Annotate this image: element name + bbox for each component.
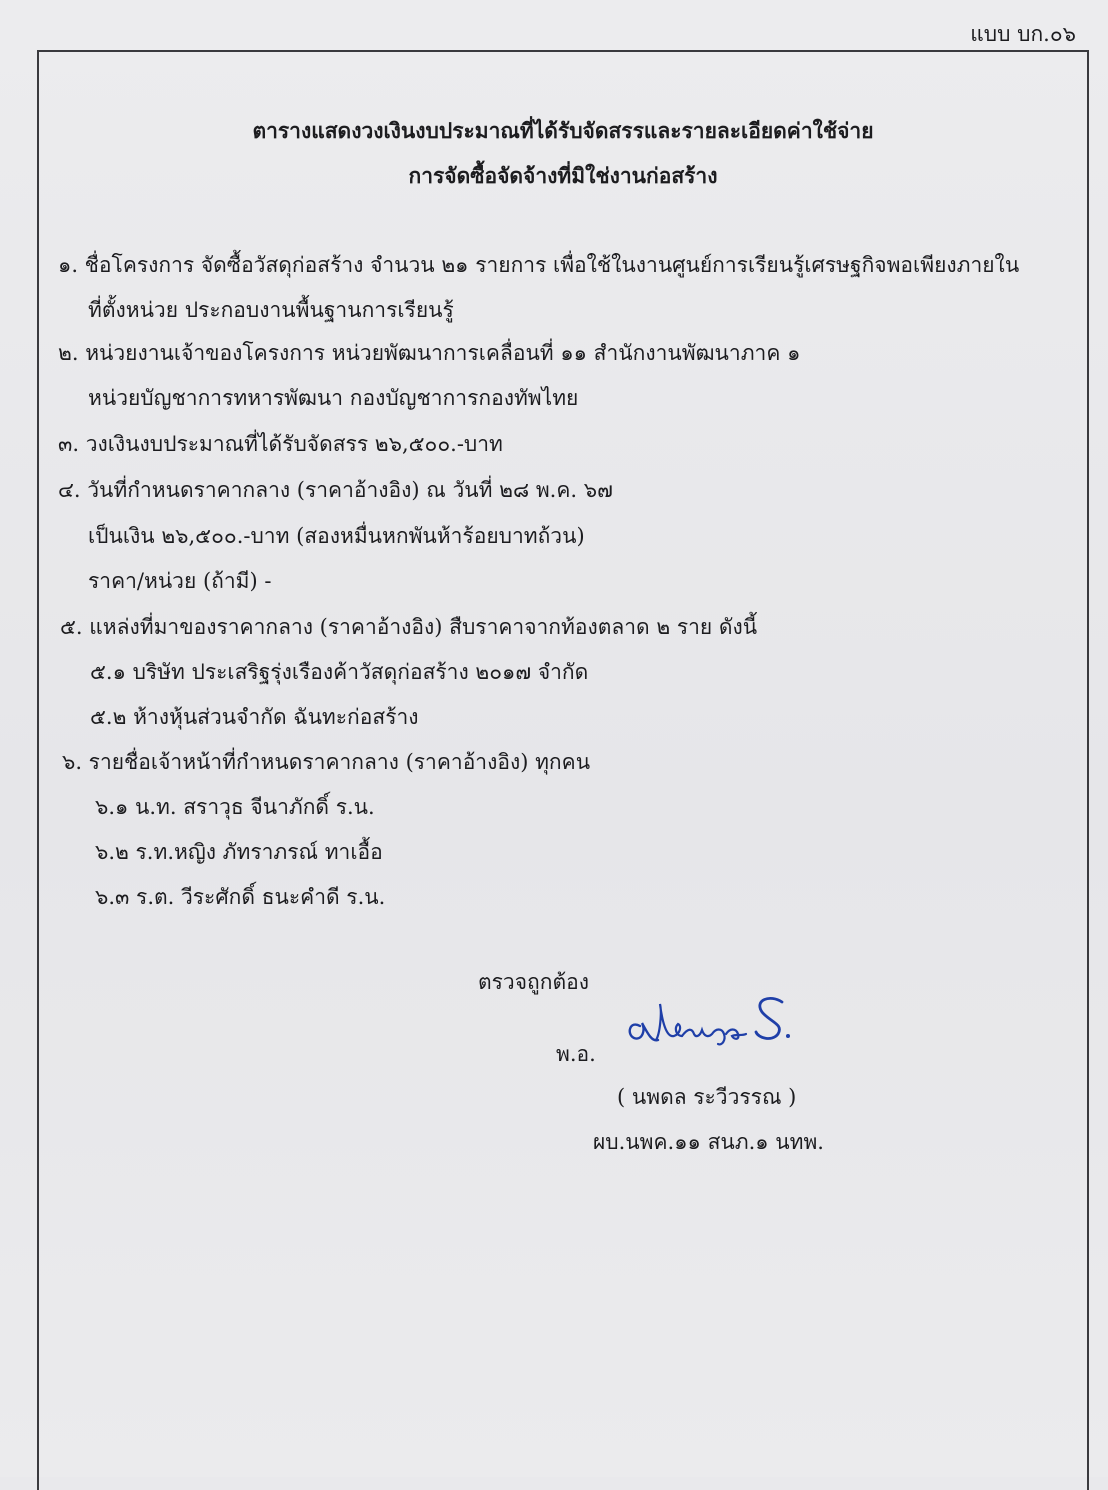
item-5: ๕. แหล่งที่มาของราคากลาง (ราคาอ้างอิง) สืบราคาจากท้องตลาด ๒ ราย ดังนี้ <box>60 615 758 639</box>
item-6: ๖. รายชื่อเจ้าหน้าที่กำหนดราคากลาง (ราคาอ้างอิง) ทุกคน <box>62 750 591 774</box>
item-6-1: ๖.๑ น.ท. สราวุธ จีนาภักดิ์ ร.น. <box>95 795 375 819</box>
verified-label: ตรวจถูกต้อง <box>478 970 589 994</box>
item-5-2: ๕.๒ ห้างหุ้นส่วนจำกัด ฉันทะก่อสร้าง <box>90 705 419 729</box>
form-code: แบบ บก.๐๖ <box>970 22 1076 46</box>
item-4-line-1: ๔. วันที่กำหนดราคากลาง (ราคาอ้างอิง) ณ วันที่ ๒๘ พ.ค. ๖๗ <box>58 478 613 502</box>
item-1-line-1: ๑. ชื่อโครงการ จัดซื้อวัสดุก่อสร้าง จำนวน ๒๑ รายการ เพื่อใช้ในงานศูนย์การเรียนรู้เศรษฐกิจพอเพียงภายใน <box>58 253 1020 277</box>
item-6-3: ๖.๓ ร.ต. วีระศักดิ์ ธนะคำดี ร.น. <box>95 885 386 909</box>
item-3: ๓. วงเงินงบประมาณที่ได้รับจัดสรร ๒๖,๕๐๐.-บาท <box>58 432 503 456</box>
signer-position: ผบ.นพค.๑๑ สนภ.๑ นทพ. <box>593 1130 824 1154</box>
handwritten-signature <box>622 990 797 1060</box>
item-6-2: ๖.๒ ร.ท.หญิง ภัทราภรณ์ ทาเอื้อ <box>95 840 383 864</box>
item-4-line-3: ราคา/หน่วย (ถ้ามี) - <box>88 569 272 593</box>
signer-name: ( นพดล ระวีวรรณ ) <box>617 1085 797 1109</box>
item-2-line-1: ๒. หน่วยงานเจ้าของโครงการ หน่วยพัฒนาการเคลื่อนที่ ๑๑ สำนักงานพัฒนาภาค ๑ <box>58 341 801 365</box>
document-title-line-2: การจัดซื้อจัดจ้างที่มิใช่งานก่อสร้าง <box>408 163 718 188</box>
item-4-line-2: เป็นเงิน ๒๖,๕๐๐.-บาท (สองหมื่นหกพันห้าร้อยบาทถ้วน) <box>88 524 585 548</box>
item-2-line-2: หน่วยบัญชาการทหารพัฒนา กองบัญชาการกองทัพไทย <box>88 386 579 410</box>
signer-rank: พ.อ. <box>556 1042 596 1066</box>
item-1-line-2: ที่ตั้งหน่วย ประกอบงานพื้นฐานการเรียนรู้ <box>88 298 454 322</box>
item-5-1: ๕.๑ บริษัท ประเสริฐรุ่งเรืองค้าวัสดุก่อสร้าง ๒๐๑๗ จำกัด <box>90 660 589 684</box>
document-title-line-1: ตารางแสดงวงเงินงบประมาณที่ได้รับจัดสรรและรายละเอียดค่าใช้จ่าย <box>252 118 874 143</box>
